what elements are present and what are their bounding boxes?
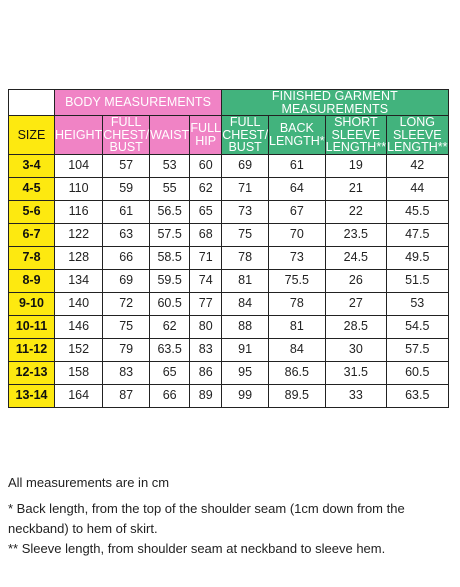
- garment-measurements-header: FINISHED GARMENT MEASUREMENTS: [222, 90, 448, 116]
- waist-cell: 63.5: [150, 338, 190, 361]
- table-row: [9, 384, 449, 407]
- long-sleeve-cell: 44: [387, 177, 448, 200]
- body-measurements-header: BODY MEASUREMENTS: [55, 90, 222, 116]
- table-row: [9, 292, 449, 315]
- back-length-cell: 89.5: [269, 384, 326, 407]
- long-sleeve-cell: 47.5: [387, 223, 448, 246]
- height-cell: 146: [55, 315, 103, 338]
- short-sleeve-cell: 21: [325, 177, 386, 200]
- chest-cell: 59: [103, 177, 150, 200]
- size-cell: 10-11: [9, 315, 55, 338]
- garment-chest-cell: 73: [222, 200, 269, 223]
- long-sleeve-column-header: LONG SLEEVE LENGTH**: [387, 115, 448, 154]
- garment-chest-column-header: FULL CHEST/ BUST: [222, 115, 269, 154]
- size-cell: 8-9: [9, 269, 55, 292]
- short-sleeve-cell: 24.5: [325, 246, 386, 269]
- short-sleeve-cell: 30: [325, 338, 386, 361]
- chest-cell: 75: [103, 315, 150, 338]
- chest-cell: 61: [103, 200, 150, 223]
- waist-cell: 53: [150, 154, 190, 177]
- height-cell: 140: [55, 292, 103, 315]
- size-column-header: SIZE: [9, 116, 55, 155]
- back-length-cell: 67: [269, 200, 326, 223]
- size-chart-table: [8, 89, 449, 408]
- garment-chest-cell: 88: [222, 315, 269, 338]
- hip-cell: 68: [190, 223, 222, 246]
- waist-cell: 62: [150, 315, 190, 338]
- waist-cell: 65: [150, 361, 190, 384]
- size-cell: 7-8: [9, 246, 55, 269]
- size-cell: 9-10: [9, 292, 55, 315]
- height-cell: 134: [55, 269, 103, 292]
- chest-cell: 66: [103, 246, 150, 269]
- back-length-cell: 86.5: [269, 361, 326, 384]
- hip-cell: 86: [190, 361, 222, 384]
- height-cell: 152: [55, 338, 103, 361]
- short-sleeve-cell: 26: [325, 269, 386, 292]
- short-sleeve-cell: 28.5: [325, 315, 386, 338]
- back-length-cell: 70: [269, 223, 326, 246]
- table-row: [9, 177, 449, 200]
- hip-cell: 89: [190, 384, 222, 407]
- short-sleeve-cell: 19: [325, 154, 386, 177]
- empty-corner-cell: [9, 90, 55, 116]
- chest-column-header: FULL CHEST/ BUST: [103, 115, 150, 154]
- height-cell: 158: [55, 361, 103, 384]
- height-cell: 104: [55, 154, 103, 177]
- short-sleeve-column-header: SHORT SLEEVE LENGTH**: [325, 115, 387, 154]
- long-sleeve-cell: 60.5: [387, 361, 448, 384]
- height-cell: 122: [55, 223, 103, 246]
- size-cell: 12-13: [9, 361, 55, 384]
- long-sleeve-cell: 45.5: [387, 200, 448, 223]
- waist-cell: 56.5: [150, 200, 190, 223]
- size-cell: 13-14: [9, 384, 55, 407]
- chest-cell: 57: [103, 154, 150, 177]
- table-row: [9, 338, 449, 361]
- hip-cell: 77: [190, 292, 222, 315]
- hip-cell: 80: [190, 315, 222, 338]
- chest-cell: 83: [103, 361, 150, 384]
- hip-cell: 71: [190, 246, 222, 269]
- chest-cell: 87: [103, 384, 150, 407]
- table-row: [9, 200, 449, 223]
- size-cell: 11-12: [9, 338, 55, 361]
- chest-cell: 72: [103, 292, 150, 315]
- waist-cell: 55: [150, 177, 190, 200]
- back-length-cell: 61: [269, 154, 326, 177]
- back-length-cell: 75.5: [269, 269, 326, 292]
- chest-cell: 63: [103, 223, 150, 246]
- garment-chest-cell: 69: [222, 154, 269, 177]
- size-chart-body: [9, 90, 449, 408]
- sleeve-length-footnote: ** Sleeve length, from shoulder seam at neckband to sleeve hem.: [8, 541, 386, 556]
- chest-cell: 69: [103, 269, 150, 292]
- short-sleeve-cell: 31.5: [325, 361, 386, 384]
- garment-chest-cell: 81: [222, 269, 269, 292]
- long-sleeve-cell: 57.5: [387, 338, 448, 361]
- long-sleeve-cell: 54.5: [387, 315, 448, 338]
- height-cell: 110: [55, 177, 103, 200]
- table-row: [9, 269, 449, 292]
- measurement-notes: [8, 473, 448, 559]
- hip-column-header: FULL HIP: [190, 116, 222, 155]
- table-row: [9, 246, 449, 269]
- height-cell: 116: [55, 200, 103, 223]
- hip-cell: 62: [190, 177, 222, 200]
- garment-chest-cell: 99: [222, 384, 269, 407]
- size-cell: 5-6: [9, 200, 55, 223]
- group-header-row: [9, 90, 449, 116]
- height-column-header: HEIGHT: [55, 116, 103, 155]
- hip-cell: 83: [190, 338, 222, 361]
- back-length-cell: 78: [269, 292, 326, 315]
- garment-chest-cell: 91: [222, 338, 269, 361]
- short-sleeve-cell: 27: [325, 292, 386, 315]
- long-sleeve-cell: 53: [387, 292, 448, 315]
- height-cell: 128: [55, 246, 103, 269]
- short-sleeve-cell: 33: [325, 384, 386, 407]
- back-length-cell: 84: [269, 338, 326, 361]
- garment-chest-cell: 78: [222, 246, 269, 269]
- long-sleeve-cell: 42: [387, 154, 448, 177]
- hip-cell: 74: [190, 269, 222, 292]
- long-sleeve-cell: 49.5: [387, 246, 448, 269]
- size-cell: 6-7: [9, 223, 55, 246]
- size-cell: 4-5: [9, 177, 55, 200]
- chest-cell: 79: [103, 338, 150, 361]
- garment-chest-cell: 84: [222, 292, 269, 315]
- short-sleeve-cell: 22: [325, 200, 386, 223]
- long-sleeve-cell: 51.5: [387, 269, 448, 292]
- units-note: All measurements are in cm: [8, 475, 170, 490]
- hip-cell: 60: [190, 154, 222, 177]
- hip-cell: 65: [190, 200, 222, 223]
- height-cell: 164: [55, 384, 103, 407]
- size-cell: 3-4: [9, 154, 55, 177]
- back-length-cell: 64: [269, 177, 326, 200]
- table-row: [9, 361, 449, 384]
- back-length-footnote: * Back length, from the top of the shoulder seam (1cm down from the neckband) to hem of skirt.: [8, 501, 405, 536]
- waist-cell: 66: [150, 384, 190, 407]
- waist-column-header: WAIST: [150, 116, 190, 155]
- short-sleeve-cell: 23.5: [325, 223, 386, 246]
- long-sleeve-cell: 63.5: [387, 384, 448, 407]
- back-length-cell: 81: [269, 315, 326, 338]
- waist-cell: 60.5: [150, 292, 190, 315]
- column-header-row: [9, 116, 449, 155]
- table-row: [9, 315, 449, 338]
- waist-cell: 59.5: [150, 269, 190, 292]
- back-length-column-header: BACK LENGTH*: [269, 116, 326, 155]
- garment-chest-cell: 75: [222, 223, 269, 246]
- waist-cell: 57.5: [150, 223, 190, 246]
- table-row: [9, 154, 449, 177]
- waist-cell: 58.5: [150, 246, 190, 269]
- table-row: [9, 223, 449, 246]
- garment-chest-cell: 71: [222, 177, 269, 200]
- back-length-cell: 73: [269, 246, 326, 269]
- garment-chest-cell: 95: [222, 361, 269, 384]
